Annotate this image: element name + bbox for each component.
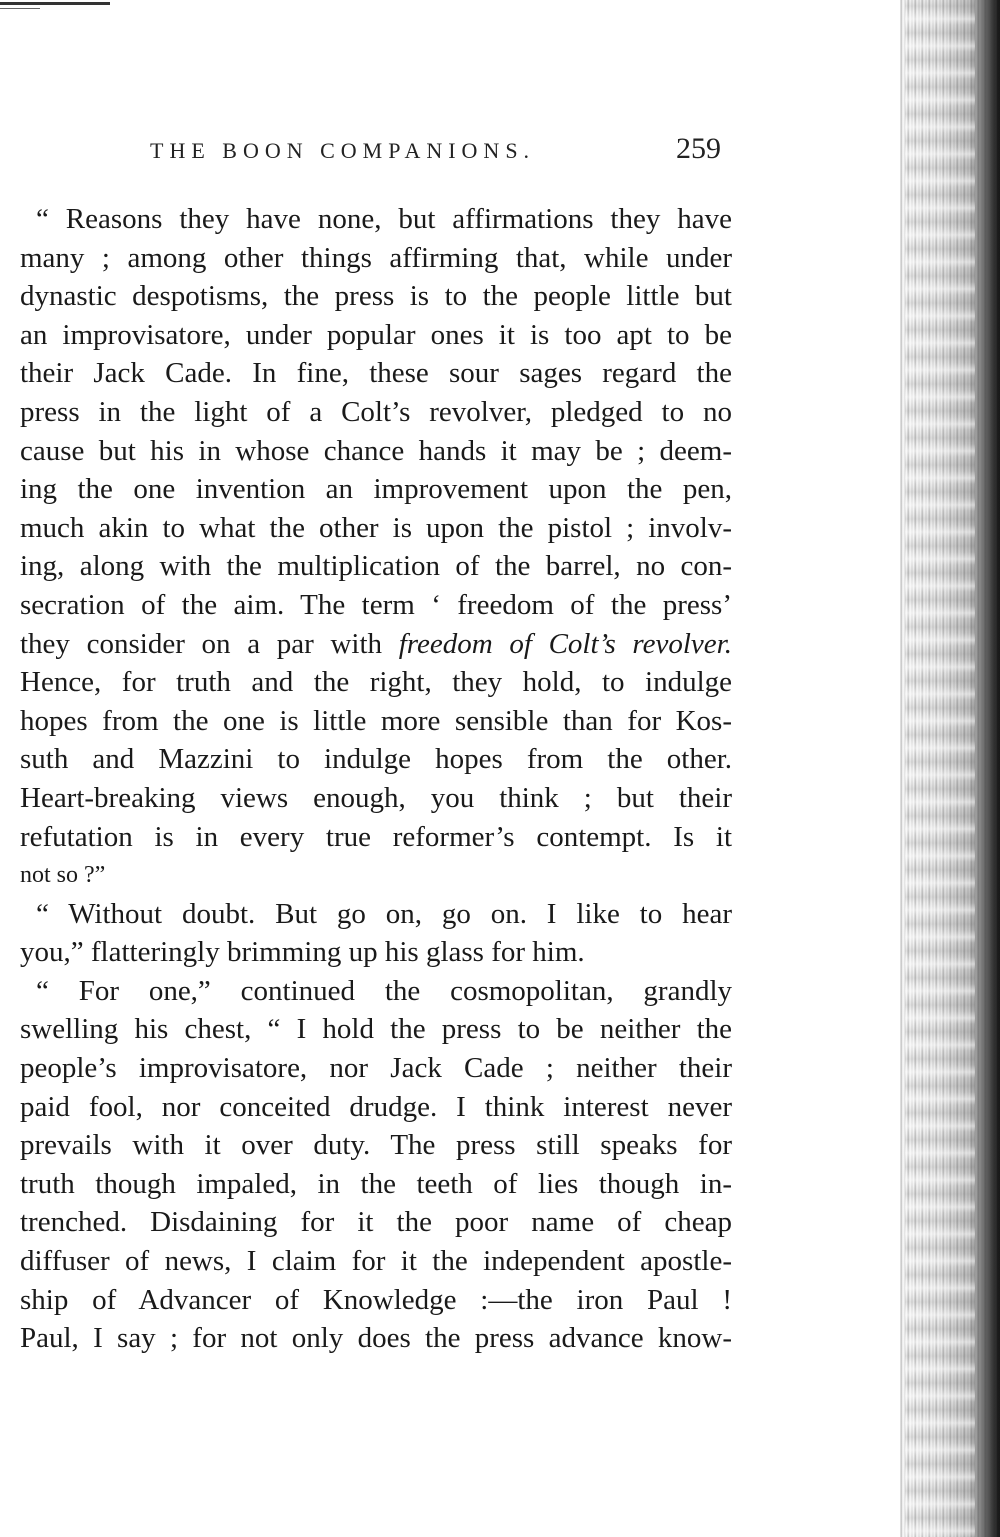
page-number: 259 [676, 132, 721, 165]
text-line-with-italic [20, 625, 732, 664]
text-line: ing, along with the multiplication of the barrel, no con- [20, 550, 732, 583]
text-line: “ For one,” continued the cosmopolitan, grandly [36, 974, 732, 1007]
text-line: hopes from the one is little more sensible than for Kos- [20, 704, 732, 737]
italic-phrase: freedom of Colt’s revolver. [398, 627, 733, 660]
text-line: not so ?” [20, 862, 106, 889]
text-line: Heart-breaking views enough, you think ; but their [20, 781, 732, 814]
text-line: diffuser of news, I claim for it the independent apostle- [20, 1245, 732, 1278]
running-title: THE BOON COMPANIONS. [150, 138, 536, 163]
body-text [20, 200, 732, 1358]
text-line: paid fool, nor conceited drudge. I think interest never [20, 1090, 732, 1123]
text-line: refutation is in every true reformer’s contempt. Is it [20, 820, 732, 853]
text-line: an improvisatore, under popular ones it is too apt to be [20, 318, 732, 351]
page-edge-texture [905, 0, 975, 1537]
text-line: Paul, I say ; for not only does the press advance know- [20, 1322, 732, 1355]
text-line: press in the light of a Colt’s revolver, pledged to no [20, 395, 732, 428]
text-line: people’s improvisatore, nor Jack Cade ; neither their [20, 1052, 732, 1085]
text-line: trenched. Disdaining for it the poor name of cheap [20, 1206, 732, 1239]
text-line: “ Without doubt. But go on, go on. I like to hear [36, 897, 732, 930]
text-line: you,” flatteringly brimming up his glass for him. [20, 936, 585, 969]
text-line: swelling his chest, “ I hold the press to be neither the [20, 1013, 732, 1046]
text-line: “ Reasons they have none, but affirmations they have [36, 203, 732, 235]
text-line: suth and Mazzini to indulge hopes from the other. [20, 743, 732, 776]
text-line: their Jack Cade. In fine, these sour sages regard the [20, 357, 732, 390]
top-rule [0, 2, 110, 5]
text-line: secration of the aim. The term ‘ freedom of the press’ [20, 588, 732, 621]
text-line: much akin to what the other is upon the pistol ; involv- [20, 511, 732, 544]
text-line: cause but his in whose chance hands it may be ; deem- [20, 434, 732, 467]
text-segment: they consider on a par with [20, 627, 383, 660]
text-line: truth though impaled, in the teeth of lies though in- [20, 1167, 732, 1200]
text-line: dynastic despotisms, the press is to the people little but [20, 280, 732, 313]
top-rule-secondary [0, 8, 40, 9]
text-line: many ; among other things affirming that, while under [20, 241, 732, 274]
text-line: ship of Advancer of Knowledge :—the iron Paul ! [20, 1283, 732, 1316]
text-line: Hence, for truth and the right, they hold, to indulge [20, 666, 732, 699]
text-line: prevails with it over duty. The press still speaks for [20, 1129, 732, 1162]
text-line: ing the one invention an improvement upon the pen, [20, 473, 732, 506]
